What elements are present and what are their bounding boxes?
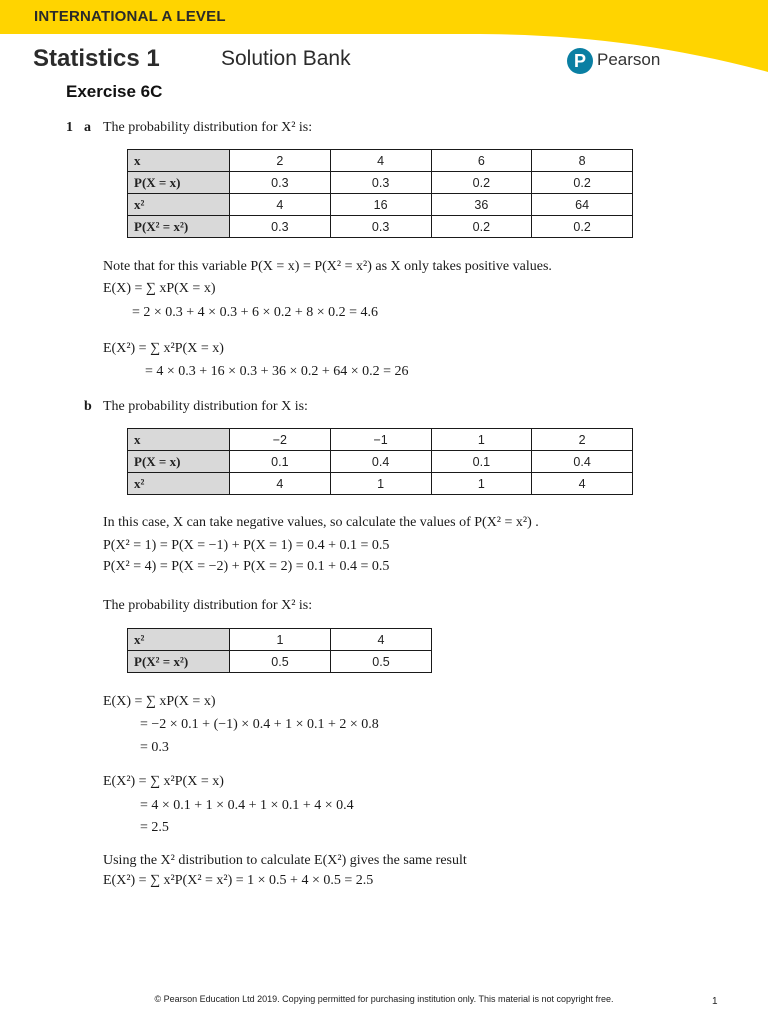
table-row-header: P(X = x) bbox=[128, 172, 230, 194]
table-row bbox=[128, 429, 633, 451]
course-title: Statistics 1 bbox=[33, 45, 160, 72]
page-header bbox=[0, 0, 768, 80]
table-row-header: x² bbox=[128, 194, 230, 216]
table-cell: 0.2 bbox=[431, 216, 532, 238]
table-cell: 4 bbox=[330, 150, 431, 172]
case-text: In this case, X can take negative values, so calculate the values of P(X² = x²) . bbox=[103, 515, 539, 530]
table-row-header: x bbox=[128, 150, 230, 172]
table-row bbox=[128, 216, 633, 238]
table-row-header: P(X = x) bbox=[128, 451, 230, 473]
part-a-intro: The probability distribution for X² is: bbox=[103, 120, 313, 135]
table-row bbox=[128, 473, 633, 495]
table-cell: −1 bbox=[330, 429, 431, 451]
table-row-header: x² bbox=[128, 473, 230, 495]
publisher-name: Pearson bbox=[597, 50, 661, 69]
expectation-result: = 0.3 bbox=[140, 740, 169, 755]
table-row-header: P(X² = x²) bbox=[128, 651, 230, 673]
copyright-footer: © Pearson Education Ltd 2019. Copying permitted for purchasing institution only. This material is not copyright free. bbox=[154, 994, 614, 1004]
table-cell: 2 bbox=[230, 150, 331, 172]
table-cell: 0.4 bbox=[532, 451, 633, 473]
expectation-squared-result: = 2.5 bbox=[140, 820, 169, 835]
table-cell: 0.3 bbox=[230, 216, 331, 238]
table-cell: 1 bbox=[230, 629, 331, 651]
part-b-label: b bbox=[84, 399, 92, 414]
page-number: 1 bbox=[712, 996, 718, 1007]
table-row bbox=[128, 194, 633, 216]
table-cell: 6 bbox=[431, 150, 532, 172]
table-cell: 0.1 bbox=[431, 451, 532, 473]
table-cell: 4 bbox=[331, 629, 432, 651]
table-cell: 1 bbox=[330, 473, 431, 495]
calculation-line: P(X² = 4) = P(X = −2) + P(X = 2) = 0.1 + 0.4 = 0.5 bbox=[103, 559, 390, 574]
table-cell: 16 bbox=[330, 194, 431, 216]
solution-bank-label: Solution Bank bbox=[221, 47, 351, 70]
expectation-working: = 2 × 0.3 + 4 × 0.3 + 6 × 0.2 + 8 × 0.2 = 4.6 bbox=[132, 305, 379, 320]
expectation-line: E(X) = ∑ xP(X = x) bbox=[103, 694, 216, 709]
table-cell: 4 bbox=[230, 194, 331, 216]
table-cell: 4 bbox=[532, 473, 633, 495]
table-cell: 0.3 bbox=[230, 172, 331, 194]
distribution-intro: The probability distribution for X² is: bbox=[103, 598, 313, 613]
table-cell: 8 bbox=[532, 150, 633, 172]
table-cell: 36 bbox=[431, 194, 532, 216]
table-cell: 64 bbox=[532, 194, 633, 216]
table-cell: 4 bbox=[230, 473, 331, 495]
expectation-line: E(X) = ∑ xP(X = x) bbox=[103, 281, 216, 296]
table-row bbox=[128, 651, 432, 673]
table-row bbox=[128, 629, 432, 651]
table-row-header: x bbox=[128, 429, 230, 451]
exercise-title: Exercise 6C bbox=[66, 82, 163, 101]
table-cell: −2 bbox=[230, 429, 331, 451]
table-row bbox=[128, 451, 633, 473]
table-row bbox=[128, 172, 633, 194]
table-cell: 0.5 bbox=[230, 651, 331, 673]
expectation-squared-line: E(X²) = ∑ x²P(X = x) bbox=[103, 341, 224, 356]
pearson-logo-icon: P bbox=[567, 48, 593, 74]
table-cell: 0.2 bbox=[431, 172, 532, 194]
table-cell: 0.2 bbox=[532, 216, 633, 238]
table-cell: 0.1 bbox=[230, 451, 331, 473]
part-b-intro: The probability distribution for X is: bbox=[103, 399, 308, 414]
question-number: 1 bbox=[66, 120, 73, 135]
expectation-squared-working: = 4 × 0.1 + 1 × 0.4 + 1 × 0.1 + 4 × 0.4 bbox=[140, 798, 354, 813]
table-cell: 0.5 bbox=[331, 651, 432, 673]
table-cell: 2 bbox=[532, 429, 633, 451]
table-cell: 0.4 bbox=[330, 451, 431, 473]
table-row-header: P(X² = x²) bbox=[128, 216, 230, 238]
final-result-line: E(X²) = ∑ x²P(X² = x²) = 1 × 0.5 + 4 × 0.5 = 2.5 bbox=[103, 873, 374, 888]
part-a-label: a bbox=[84, 120, 91, 135]
using-text: Using the X² distribution to calculate E(X²) gives the same result bbox=[103, 853, 467, 868]
calculation-line: P(X² = 1) = P(X = −1) + P(X = 1) = 0.4 + 0.1 = 0.5 bbox=[103, 538, 390, 553]
series-label: INTERNATIONAL A LEVEL bbox=[34, 8, 226, 25]
distribution-table-x-squared bbox=[127, 149, 633, 238]
table-cell: 0.3 bbox=[330, 216, 431, 238]
table-row bbox=[128, 150, 633, 172]
table-cell: 0.3 bbox=[330, 172, 431, 194]
table-cell: 1 bbox=[431, 429, 532, 451]
expectation-squared-line: E(X²) = ∑ x²P(X = x) bbox=[103, 774, 224, 789]
table-cell: 1 bbox=[431, 473, 532, 495]
table-row-header: x² bbox=[128, 629, 230, 651]
distribution-table-x-squared-b bbox=[127, 628, 432, 673]
expectation-squared-working: = 4 × 0.3 + 16 × 0.3 + 36 × 0.2 + 64 × 0.2 = 26 bbox=[145, 364, 409, 379]
table-cell: 0.2 bbox=[532, 172, 633, 194]
distribution-table-x bbox=[127, 428, 633, 495]
note-text: Note that for this variable P(X = x) = P(X² = x²) as X only takes positive values. bbox=[103, 259, 552, 274]
expectation-working: = −2 × 0.1 + (−1) × 0.4 + 1 × 0.1 + 2 × 0.8 bbox=[140, 717, 379, 732]
